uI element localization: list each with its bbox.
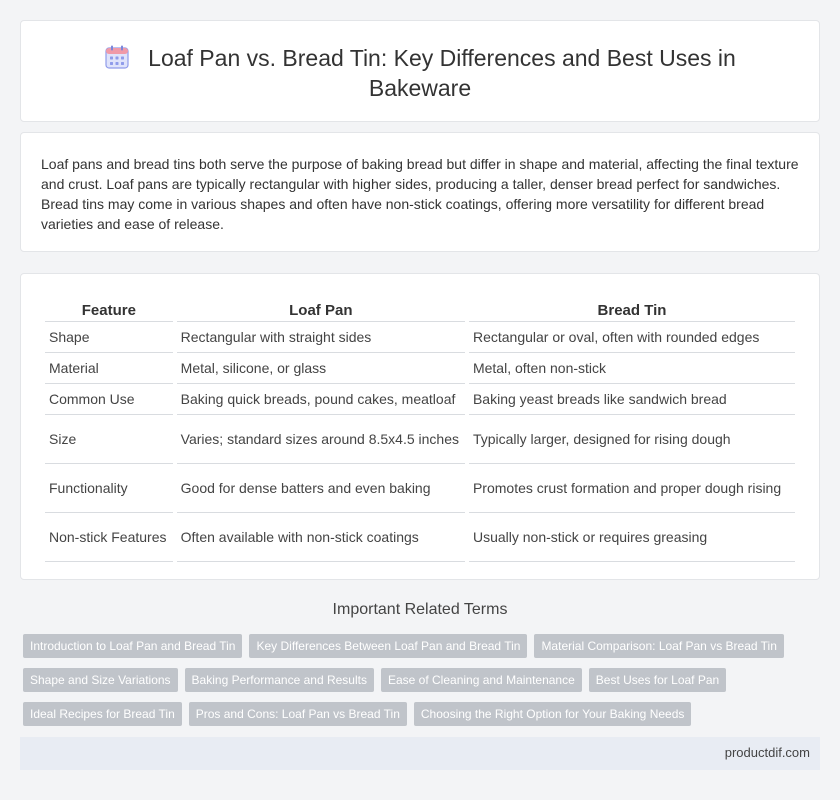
table-cell: Often available with non-stick coatings [177, 513, 465, 562]
table-cell: Rectangular or oval, often with rounded edges [469, 322, 795, 353]
table-cell: Varies; standard sizes around 8.5x4.5 inches [177, 415, 465, 464]
table-cell: Rectangular with straight sides [177, 322, 465, 353]
table-cell: Baking quick breads, pound cakes, meatloaf [177, 384, 465, 415]
table-cell: Metal, often non-stick [469, 353, 795, 384]
table-cell: Shape [45, 322, 173, 353]
table-row [45, 353, 795, 384]
related-term-tag[interactable]: Choosing the Right Option for Your Baking Needs [414, 702, 692, 726]
related-term-tag[interactable]: Shape and Size Variations [23, 668, 178, 692]
related-terms-list [23, 634, 813, 736]
table-cell: Metal, silicone, or glass [177, 353, 465, 384]
table-row [45, 464, 795, 513]
title-wrap [21, 43, 819, 103]
title-card [20, 20, 820, 122]
table-cell: Promotes crust formation and proper dough rising [469, 464, 795, 513]
related-terms-title: Important Related Terms [332, 601, 508, 618]
comparison-table [41, 294, 799, 562]
related-term-tag[interactable]: Pros and Cons: Loaf Pan vs Bread Tin [189, 702, 407, 726]
related-term-tag[interactable]: Baking Performance and Results [185, 668, 374, 692]
table-cell: Usually non-stick or requires greasing [469, 513, 795, 562]
table-row [45, 384, 795, 415]
table-cell: Size [45, 415, 173, 464]
table-cell: Material [45, 353, 173, 384]
table-cell: Typically larger, designed for rising dough [469, 415, 795, 464]
related-term-tag[interactable]: Material Comparison: Loaf Pan vs Bread Tin [534, 634, 783, 658]
header-loaf-pan: Loaf Pan [177, 294, 465, 322]
comparison-card [20, 273, 820, 580]
table-cell: Baking yeast breads like sandwich bread [469, 384, 795, 415]
header-bread-tin: Bread Tin [469, 294, 795, 322]
intro-text: Loaf pans and bread tins both serve the purpose of baking bread but differ in shape and material, affecting the final texture and crust. Loaf pans are typically rectangular with higher sides, producing a taller, denser bread perfect for sandwiches. Bread tins may come in various shapes and often have non-stick coatings, offering more versatility for different bread varieties and ease of release. [41, 156, 799, 232]
table-row [45, 415, 795, 464]
table-row [45, 322, 795, 353]
table-header-row [45, 294, 795, 322]
footer-site-link[interactable]: productdif.com [724, 745, 810, 760]
calendar-icon [104, 44, 130, 70]
page-title-text: Loaf Pan vs. Bread Tin: Key Differences and Best Uses in Bakeware [148, 45, 736, 101]
related-term-tag[interactable]: Ease of Cleaning and Maintenance [381, 668, 582, 692]
table-cell: Good for dense batters and even baking [177, 464, 465, 513]
header-feature: Feature [45, 294, 173, 322]
table-cell: Common Use [45, 384, 173, 415]
related-term-tag[interactable]: Best Uses for Loaf Pan [589, 668, 726, 692]
related-term-tag[interactable]: Introduction to Loaf Pan and Bread Tin [23, 634, 242, 658]
related-term-tag[interactable]: Ideal Recipes for Bread Tin [23, 702, 182, 726]
page-title [81, 43, 759, 103]
footer-bar [20, 737, 820, 770]
table-cell: Functionality [45, 464, 173, 513]
related-term-tag[interactable]: Key Differences Between Loaf Pan and Bread Tin [249, 634, 527, 658]
table-row [45, 513, 795, 562]
table-cell: Non-stick Features [45, 513, 173, 562]
intro-card [20, 132, 820, 252]
